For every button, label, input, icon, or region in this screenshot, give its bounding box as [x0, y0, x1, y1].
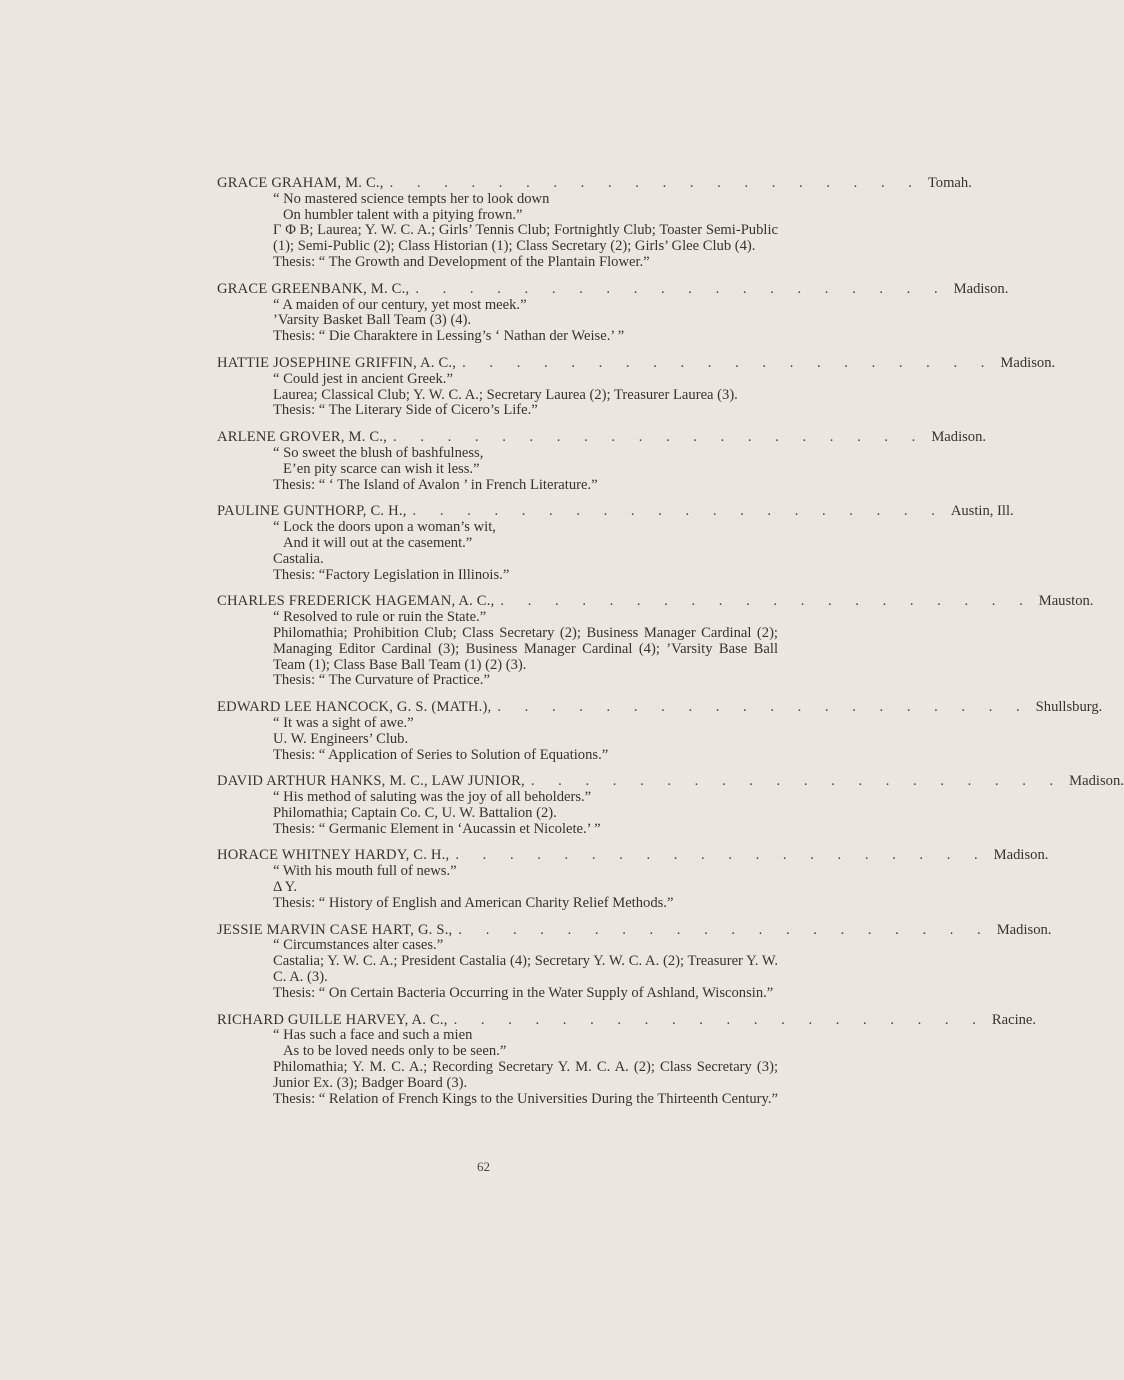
- leader-dots: . . . . . . . . . . . . . . . . . . . .: [389, 175, 922, 191]
- quote-line: “ Lock the doors upon a woman’s wit,: [273, 519, 496, 536]
- thesis: Thesis: “ The Literary Side of Cicero’s Life.”: [273, 402, 538, 419]
- activities: Philomathia; Captain Co. C, U. W. Battalion (2).: [273, 804, 557, 821]
- student-name: ARLENE GROVER, M. C.,: [217, 429, 388, 446]
- entry-heading: [217, 175, 972, 192]
- student-entries: [217, 175, 1124, 1118]
- quote-line: “ So sweet the blush of bashfulness,: [273, 444, 484, 461]
- entry-heading: [217, 503, 1014, 520]
- thesis: Thesis: “ Germanic Element in ‘Aucassin et Nicolete.’ ”: [273, 820, 601, 837]
- entry-heading: [217, 280, 1009, 298]
- entry-body: [217, 864, 778, 911]
- student-entry: [217, 699, 1103, 763]
- entry-heading: [217, 773, 1124, 790]
- thesis: Thesis: “ On Certain Bacteria Occurring in the Water Supply of Ashland, Wisconsin.”: [273, 984, 774, 1001]
- entry-body: [217, 446, 778, 493]
- activities: Castalia.: [273, 550, 324, 567]
- student-name: RICHARD GUILLE HARVEY, A. C.,: [217, 1011, 448, 1028]
- entry-heading: [217, 1011, 1037, 1029]
- entry-body: [217, 192, 778, 271]
- thesis: Thesis: “ History of English and American Charity Relief Methods.”: [273, 894, 674, 911]
- entry-body: [217, 1028, 778, 1107]
- student-name: HATTIE JOSEPHINE GRIFFIN, A. C.,: [217, 354, 457, 371]
- activities: Δ Υ.: [273, 879, 298, 896]
- page-number: 62: [477, 1159, 490, 1174]
- leader-dots: . . . . . . . . . . . . . . . . . . . .: [415, 280, 948, 297]
- student-name: JESSIE MARVIN CASE HART, G. S.,: [217, 921, 453, 938]
- entry-heading: [217, 921, 1052, 939]
- entry-body: [217, 716, 778, 763]
- hometown: Racine.: [991, 1011, 1037, 1028]
- leader-dots: . . . . . . . . . . . . . . . . . . . .: [458, 921, 991, 938]
- leader-dots: . . . . . . . . . . . . . . . . . . . .: [497, 699, 1030, 716]
- hometown: Madison.: [996, 921, 1052, 938]
- leader-dots: . . . . . . . . . . . . . . . . . . . .: [462, 354, 995, 371]
- hometown: Madison.: [1000, 354, 1056, 371]
- thesis: Thesis: “ Die Charaktere in Lessing’s ‘ Nathan der Weise.’ ”: [273, 328, 625, 345]
- thesis: Thesis: “ Application of Series to Solution of Equations.”: [273, 746, 609, 763]
- student-entry: [217, 280, 1009, 345]
- entry-heading: [217, 593, 1094, 610]
- activities: ’Varsity Basket Ball Team (3) (4).: [273, 312, 472, 329]
- student-entry: [217, 921, 1052, 1002]
- student-name: DAVID ARTHUR HANKS, M. C., LAW JUNIOR,: [217, 773, 525, 790]
- quote-line: “ Circumstances alter cases.”: [273, 937, 444, 954]
- entry-heading: [217, 429, 987, 446]
- quote-line: “ Could jest in ancient Greek.”: [273, 370, 453, 387]
- quote-line: “ His method of saluting was the joy of all beholders.”: [273, 789, 592, 806]
- leader-dots: . . . . . . . . . . . . . . . . . . . .: [530, 773, 1064, 790]
- student-name: PAULINE GUNTHORP, C. H.,: [217, 503, 407, 520]
- student-entry: [217, 175, 972, 271]
- student-entry: [217, 429, 987, 493]
- leader-dots: . . . . . . . . . . . . . . . . . . . .: [393, 429, 926, 446]
- entry-heading: [217, 847, 1049, 864]
- student-name: GRACE GREENBANK, M. C.,: [217, 280, 410, 297]
- hometown: Madison.: [953, 280, 1009, 297]
- student-name: HORACE WHITNEY HARDY, C. H.,: [217, 847, 450, 864]
- activities: Γ Φ Β; Laurea; Y. W. C. A.; Girls’ Tennis Club; Fortnightly Club; Toaster Semi-Public (1); Semi-Public (2); Class Historian (1); Class Secretary (2); Girls’ Glee Club (4).: [273, 222, 778, 255]
- entry-body: [217, 372, 778, 419]
- student-name: GRACE GRAHAM, M. C.,: [217, 175, 384, 191]
- quote-line: “ It was a sight of awe.”: [273, 714, 414, 731]
- quote-line: “ Has such a face and such a mien: [273, 1027, 473, 1044]
- leader-dots: . . . . . . . . . . . . . . . . . . . .: [500, 593, 1033, 610]
- entry-body: [217, 298, 778, 345]
- entry-body: [217, 938, 778, 1001]
- student-entry: [217, 593, 1094, 689]
- quote-line: “ Resolved to rule or ruin the State.”: [273, 609, 487, 626]
- leader-dots: . . . . . . . . . . . . . . . . . . . .: [453, 1011, 986, 1028]
- student-name: EDWARD LEE HANCOCK, G. S. (MATH.),: [217, 699, 492, 716]
- leader-dots: . . . . . . . . . . . . . . . . . . . .: [455, 847, 988, 864]
- quote-line: E’en pity scarce can wish it less.”: [283, 460, 480, 477]
- entry-body: [217, 520, 778, 583]
- activities: U. W. Engineers’ Club.: [273, 730, 409, 747]
- activities: Philomathia; Prohibition Club; Class Secretary (2); Business Manager Cardinal (2); Managing Editor Cardinal (3); Business Manager Cardinal (4); ’Varsity Base Ball Team (1); Class Base Ball Team (1) (2) (3).: [273, 624, 778, 673]
- entry-body: [217, 790, 778, 837]
- entry-heading: [217, 354, 1056, 372]
- student-entry: [217, 773, 1124, 837]
- thesis: Thesis: “ Relation of French Kings to the Universities During the Thirteenth Century.”: [273, 1090, 779, 1107]
- entry-heading: [217, 699, 1103, 716]
- hometown: Madison.: [931, 429, 987, 446]
- quote-line: “ With his mouth full of news.”: [273, 863, 457, 880]
- thesis: Thesis: “ The Curvature of Practice.”: [273, 672, 490, 689]
- student-entry: [217, 847, 1049, 911]
- quote-line: “ A maiden of our century, yet most meek.”: [273, 296, 527, 313]
- student-entry: [217, 503, 1014, 583]
- hometown: Shullsburg.: [1035, 699, 1103, 716]
- thesis: Thesis: “ ‘ The Island of Avalon ’ in French Literature.”: [273, 476, 598, 493]
- quote-line: As to be loved needs only to be seen.”: [283, 1043, 507, 1060]
- hometown: Austin, Ill.: [950, 503, 1014, 520]
- hometown: Tomah.: [927, 175, 972, 191]
- student-name: CHARLES FREDERICK HAGEMAN, A. C.,: [217, 593, 495, 610]
- entry-body: [217, 610, 778, 689]
- leader-dots: . . . . . . . . . . . . . . . . . . . .: [412, 503, 945, 520]
- student-entry: [217, 1011, 1037, 1108]
- quote-line: “ No mastered science tempts her to look down: [273, 190, 550, 207]
- quote-line: On humbler talent with a pitying frown.”: [283, 206, 523, 223]
- quote-line: And it will out at the casement.”: [283, 534, 473, 551]
- hometown: Madison.: [993, 847, 1049, 864]
- activities: Castalia; Y. W. C. A.; President Castalia (4); Secretary Y. W. C. A. (2); Treasurer Y. W. C. A. (3).: [273, 953, 778, 986]
- activities: Laurea; Classical Club; Y. W. C. A.; Secretary Laurea (2); Treasurer Laurea (3).: [273, 386, 738, 403]
- activities: Philomathia; Y. M. C. A.; Recording Secretary Y. M. C. A. (2); Class Secretary (3); Junior Ex. (3); Badger Board (3).: [273, 1059, 778, 1091]
- thesis: Thesis: “ The Growth and Development of the Plantain Flower.”: [273, 253, 650, 270]
- student-entry: [217, 354, 1056, 419]
- thesis: Thesis: “Factory Legislation in Illinois.”: [273, 566, 510, 583]
- hometown: Madison.: [1069, 773, 1124, 790]
- hometown: Mauston.: [1038, 593, 1094, 610]
